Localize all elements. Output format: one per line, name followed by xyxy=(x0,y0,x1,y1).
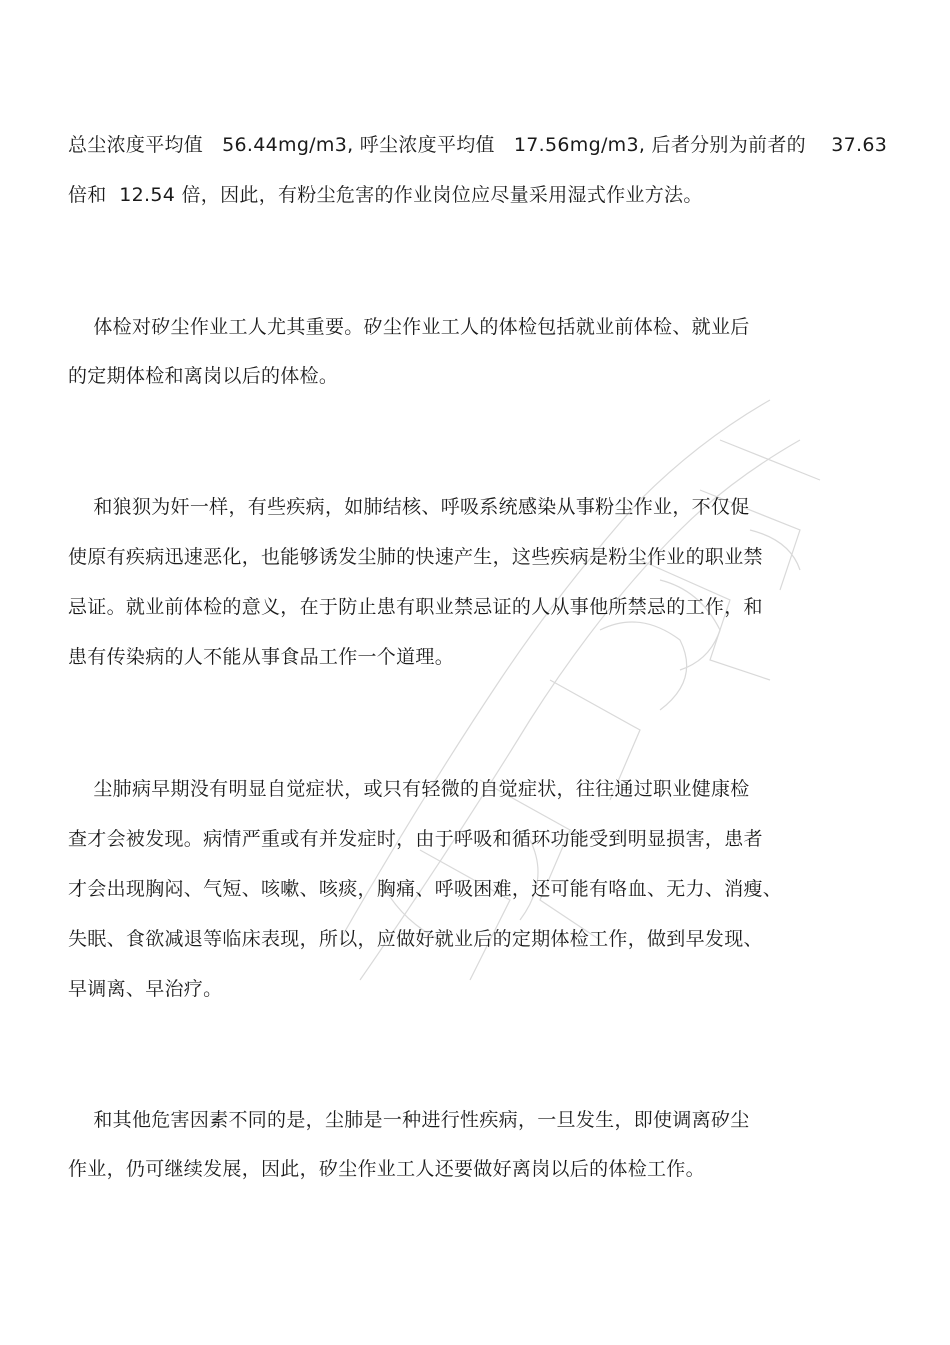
paragraph-5-line-1: 和其他危害因素不同的是，尘肺是一种进行性疾病，一旦发生，即使调离矽尘 xyxy=(68,1109,750,1131)
paragraph-4-line-5: 早调离、早治疗。 xyxy=(68,978,223,1000)
watermark-logo xyxy=(300,380,860,1020)
paragraph-2-line-2: 的定期体检和离岗以后的体检。 xyxy=(68,365,339,387)
paragraph-3-line-2: 使原有疾病迅速恶化，也能够诱发尘肺的快速产生，这些疾病是粉尘作业的职业禁 xyxy=(68,546,763,568)
paragraph-3-line-4: 患有传染病的人不能从事食品工作一个道理。 xyxy=(68,646,455,668)
paragraph-4-line-4: 失眠、食欲减退等临床表现，所以，应做好就业后的定期体检工作，做到早发现、 xyxy=(68,928,763,950)
paragraph-1-line-2: 倍和 12.54 倍，因此，有粉尘危害的作业岗位应尽量采用湿式作业方法。 xyxy=(68,184,703,206)
paragraph-3-line-3: 忌证。就业前体检的意义，在于防止患有职业禁忌证的人从事他所禁忌的工作，和 xyxy=(68,596,763,618)
paragraph-1-line-1: 总尘浓度平均值 56.44mg/m3, 呼尘浓度平均值 17.56mg/m3, 后者分别为前者的 37.63 xyxy=(68,134,888,156)
paragraph-4-line-1: 尘肺病早期没有明显自觉症状，或只有轻微的自觉症状，往往通过职业健康检 xyxy=(68,778,750,800)
paragraph-5-line-2: 作业，仍可继续发展，因此，矽尘作业工人还要做好离岗以后的体检工作。 xyxy=(68,1158,705,1180)
paragraph-4-line-2: 查才会被发现。病情严重或有并发症时，由于呼吸和循环功能受到明显损害，患者 xyxy=(68,828,763,850)
paragraph-2-line-1: 体检对矽尘作业工人尤其重要。矽尘作业工人的体检包括就业前体检、就业后 xyxy=(68,316,750,338)
paragraph-4-line-3: 才会出现胸闷、气短、咳嗽、咳痰，胸痛、呼吸困难，还可能有咯血、无力、消瘦、 xyxy=(68,878,783,900)
paragraph-3-line-1: 和狼狈为奸一样，有些疾病，如肺结核、呼吸系统感染从事粉尘作业，不仅促 xyxy=(68,496,750,518)
